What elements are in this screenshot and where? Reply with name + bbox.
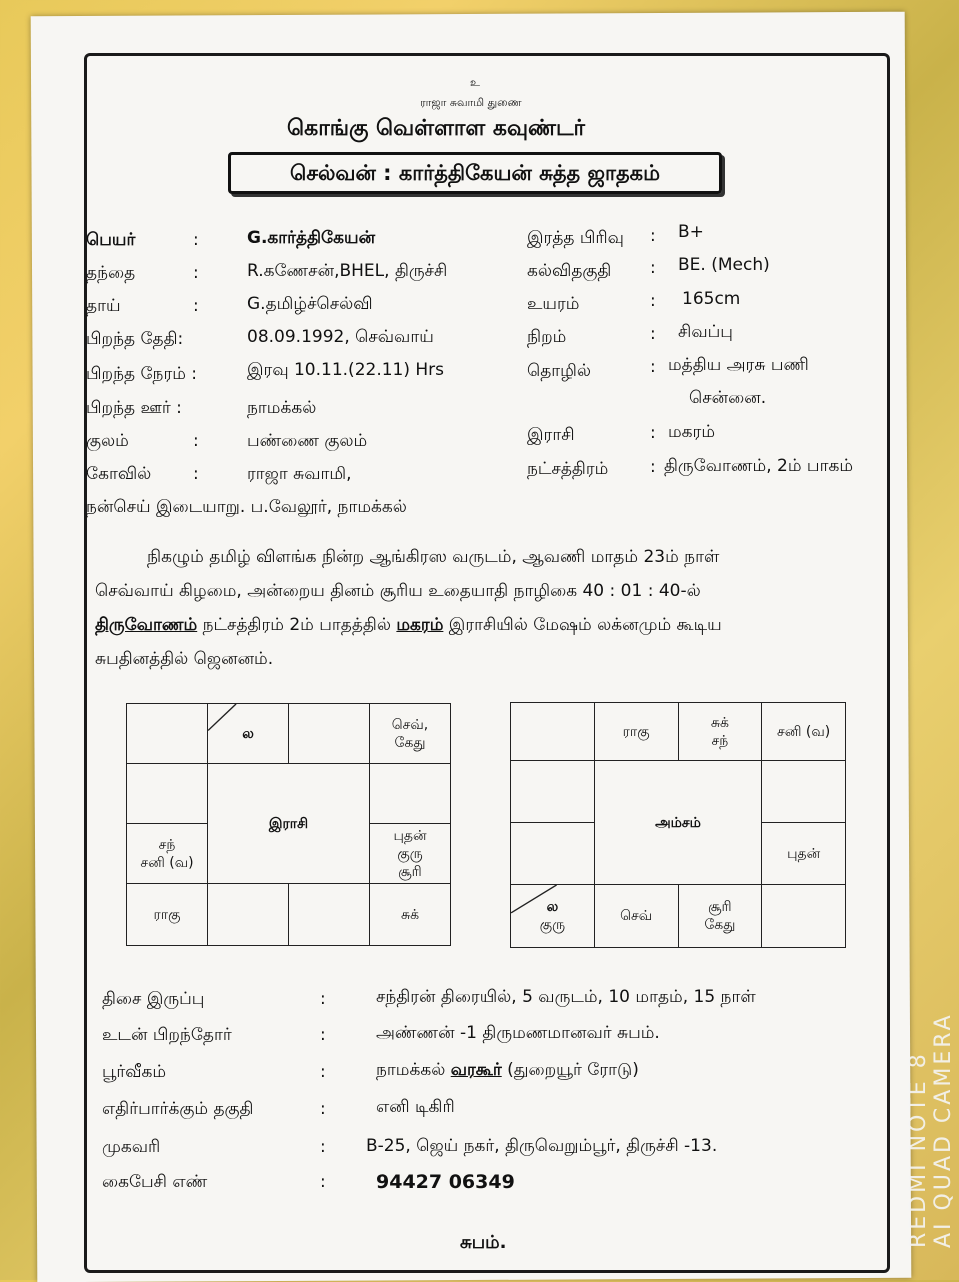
- header-invocation: ராஜா சுவாமி துணை: [420, 96, 522, 109]
- closing-subham: சுபம்.: [460, 1232, 507, 1253]
- rasi-cell-bot2: [208, 884, 289, 946]
- rasi-sev: செவ்,: [391, 716, 429, 733]
- rasi-cell-top2: [208, 704, 289, 764]
- siblings-value: அண்ணன் -1 திருமணமானவர் சுபம்.: [376, 1023, 660, 1043]
- rasi-chart: [126, 703, 451, 946]
- kulam-sep: :: [193, 431, 199, 451]
- rasi-cell-bot1: ராகு: [127, 884, 208, 946]
- temple-sep: :: [193, 464, 199, 484]
- expectation-value: எனி டிகிரி: [376, 1097, 455, 1117]
- rasi-cell-top4: [370, 704, 451, 764]
- amsam-cell-left2: [511, 823, 595, 885]
- blood-group-label: இரத்த பிரிவு: [527, 228, 624, 248]
- dob-value: 08.09.1992, செவ்வாய்: [247, 327, 434, 347]
- rasi-cell-bot3: [289, 884, 370, 946]
- rasi-cell-left2: [127, 824, 208, 884]
- height-label: உயரம்: [527, 294, 580, 314]
- siblings-sep: :: [320, 1025, 326, 1045]
- amsam-cell-top2: ராகு: [594, 703, 678, 761]
- rasi-label: இராசி: [527, 425, 575, 445]
- rasi-lagna: ல: [242, 725, 254, 742]
- star-value: திருவோணம், 2ம் பாகம்: [664, 456, 854, 476]
- dasa-sep: :: [320, 989, 326, 1009]
- rasi-cell-left1: [127, 764, 208, 824]
- father-value: R.கணேசன்,BHEL, திருச்சி: [247, 261, 448, 281]
- occupation-sep: :: [650, 357, 656, 377]
- rasi-cell-right2: [370, 824, 451, 884]
- mother-value: G.தமிழ்ச்செல்வி: [247, 294, 373, 314]
- birth-paragraph: [95, 540, 885, 676]
- name-label: பெயர்: [86, 230, 136, 250]
- amsam-suri: சூரி: [708, 899, 732, 915]
- amsam-cell-top4: சனி (வ): [762, 703, 846, 761]
- rasi-cell-top3: [289, 704, 370, 764]
- dasa-value: சந்திரன் திரையில், 5 வருடம், 10 மாதம், 15 நாள்: [376, 987, 756, 1007]
- father-sep: :: [193, 263, 199, 283]
- star-sep: :: [650, 457, 656, 477]
- birth-place-value: நாமக்கல்: [247, 398, 317, 418]
- amsam-cell-top3: [678, 703, 762, 761]
- rasi-cell-bot4: சுக்: [370, 884, 451, 946]
- native-road: (துறையூர் ரோடு): [501, 1060, 639, 1080]
- rasi-cell-right1: [370, 764, 451, 824]
- height-value: 165cm: [682, 289, 741, 309]
- address-value: B-25, ஜெய் நகர், திருவெறும்பூர், திருச்சி -13.: [366, 1136, 718, 1156]
- amsam-lagna: ல: [546, 899, 559, 915]
- amsam-chan: சந்: [711, 732, 729, 749]
- amsam-cell-right1: [762, 761, 846, 823]
- amsam-chart: [510, 702, 846, 948]
- occupation-city: சென்னை.: [689, 388, 767, 408]
- horoscope-title: செல்வன் : கார்த்திகேயன் சுத்த ஜாதகம்: [228, 152, 722, 194]
- blood-group-value: B+: [678, 222, 704, 242]
- rasi-budhan: புதன்: [393, 827, 427, 844]
- rasi-chan: சந்: [158, 836, 176, 853]
- address-sep: :: [320, 1137, 326, 1157]
- complexion-sep: :: [650, 324, 656, 344]
- lagna-diagonal: [208, 704, 288, 763]
- address-label: முகவரி: [102, 1137, 161, 1157]
- mobile-value: 94427 06349: [376, 1171, 515, 1193]
- rasi-guru: குரு: [397, 845, 423, 862]
- native-village: வரகூர்: [450, 1060, 502, 1080]
- para-line-1: நிகழும் தமிழ் விளங்க நின்ற ஆங்கிரஸ வருடம், ஆவணி மாதம் 23ம் நாள்: [147, 547, 720, 567]
- birth-time-value: இரவு 10.11.(22.11) Hrs: [247, 360, 445, 380]
- kulam-value: பண்ணை குலம்: [247, 431, 368, 451]
- native-value: [376, 1060, 639, 1082]
- amsam-cell-top1: [511, 703, 595, 761]
- mother-sep: :: [193, 296, 199, 316]
- complexion-label: நிறம்: [527, 327, 567, 347]
- rasi-cell-top1: [127, 704, 208, 764]
- watermark-line-1: REDMI NOTE 8: [906, 1051, 931, 1248]
- amsam-sukk: சுக்: [710, 714, 729, 731]
- education-value: BE. (Mech): [678, 255, 770, 275]
- para-line-2: செவ்வாய் கிழமை, அன்றைய தினம் சூரிய உதையாதி நாழிகை 40 : 01 : 40-ல்: [95, 581, 701, 601]
- para-rasi: மகரம்: [396, 615, 444, 635]
- mobile-sep: :: [320, 1172, 326, 1192]
- mother-label: தாய்: [86, 296, 121, 316]
- amsam-lagna-diagonal: [511, 885, 594, 947]
- amsam-cell-bot3: [678, 885, 762, 948]
- amsam-center: அம்சம்: [594, 761, 762, 885]
- education-label: கல்விதகுதி: [527, 261, 612, 281]
- watermark-line-2: AI QUAD CAMERA: [931, 1012, 956, 1248]
- rasi-value: மகரம்: [668, 422, 716, 442]
- amsam-cell-right2: புதன்: [762, 823, 846, 885]
- camera-watermark: [906, 1012, 956, 1248]
- temple-address: நன்செய் இடையாறு. ப.வேலூர், நாமக்கல்: [86, 497, 407, 517]
- occupation-label: தொழில்: [527, 361, 592, 381]
- temple-value: ராஜா சுவாமி,: [247, 464, 352, 484]
- rasi-kethu: கேது: [394, 734, 426, 751]
- para-line-3b: இராசியில் மேஷம் லக்னமும் கூடிய: [443, 615, 722, 635]
- father-label: தந்தை: [86, 263, 136, 283]
- native-town: நாமக்கல்: [376, 1060, 451, 1080]
- occupation-value: மத்திய அரசு பணி: [668, 355, 809, 375]
- name-sep: :: [193, 230, 199, 250]
- para-line-3a: நட்சத்திரம் 2ம் பாதத்தில்: [197, 615, 397, 635]
- community-heading: கொங்கு வெள்ளாள கவுண்டர்: [287, 116, 586, 141]
- mobile-label: கைபேசி எண்: [102, 1172, 208, 1192]
- rasi-sani: சனி (வ): [140, 854, 194, 871]
- rasi-suri: சூரி: [398, 863, 422, 880]
- name-value: G.கார்த்திகேயன்: [247, 228, 376, 248]
- rasi-center: இராசி: [208, 764, 370, 884]
- header-symbol: உ: [470, 76, 480, 89]
- height-sep: :: [650, 291, 656, 311]
- amsam-kethu: கேது: [704, 917, 736, 933]
- para-line-4: சுபதினத்தில் ஜெனனம்.: [95, 649, 274, 669]
- amsam-cell-left1: [511, 761, 595, 823]
- temple-label: கோவில்: [86, 464, 152, 484]
- rasi-sep: :: [650, 423, 656, 443]
- dasa-label: திசை இருப்பு: [102, 989, 205, 1009]
- amsam-cell-bot2: செவ்: [594, 885, 678, 948]
- para-star: திருவோணம்: [95, 615, 198, 635]
- dob-label: பிறந்த தேதி:: [86, 329, 184, 349]
- expectation-sep: :: [320, 1099, 326, 1119]
- kulam-label: குலம்: [86, 431, 129, 451]
- education-sep: :: [650, 258, 656, 278]
- native-sep: :: [320, 1062, 326, 1082]
- complexion-value: சிவப்பு: [678, 322, 733, 342]
- siblings-label: உடன் பிறந்தோர்: [102, 1025, 232, 1045]
- birth-place-label: பிறந்த ஊர் :: [86, 398, 182, 418]
- amsam-cell-bot1: [511, 885, 595, 948]
- birth-time-label: பிறந்த நேரம் :: [86, 364, 198, 384]
- native-label: பூர்வீகம்: [102, 1062, 167, 1082]
- amsam-cell-bot4: [762, 885, 846, 948]
- star-label: நட்சத்திரம்: [527, 459, 609, 479]
- amsam-guru: குரு: [539, 917, 566, 933]
- blood-group-sep: :: [650, 226, 656, 246]
- expectation-label: எதிர்பார்க்கும் தகுதி: [102, 1099, 254, 1119]
